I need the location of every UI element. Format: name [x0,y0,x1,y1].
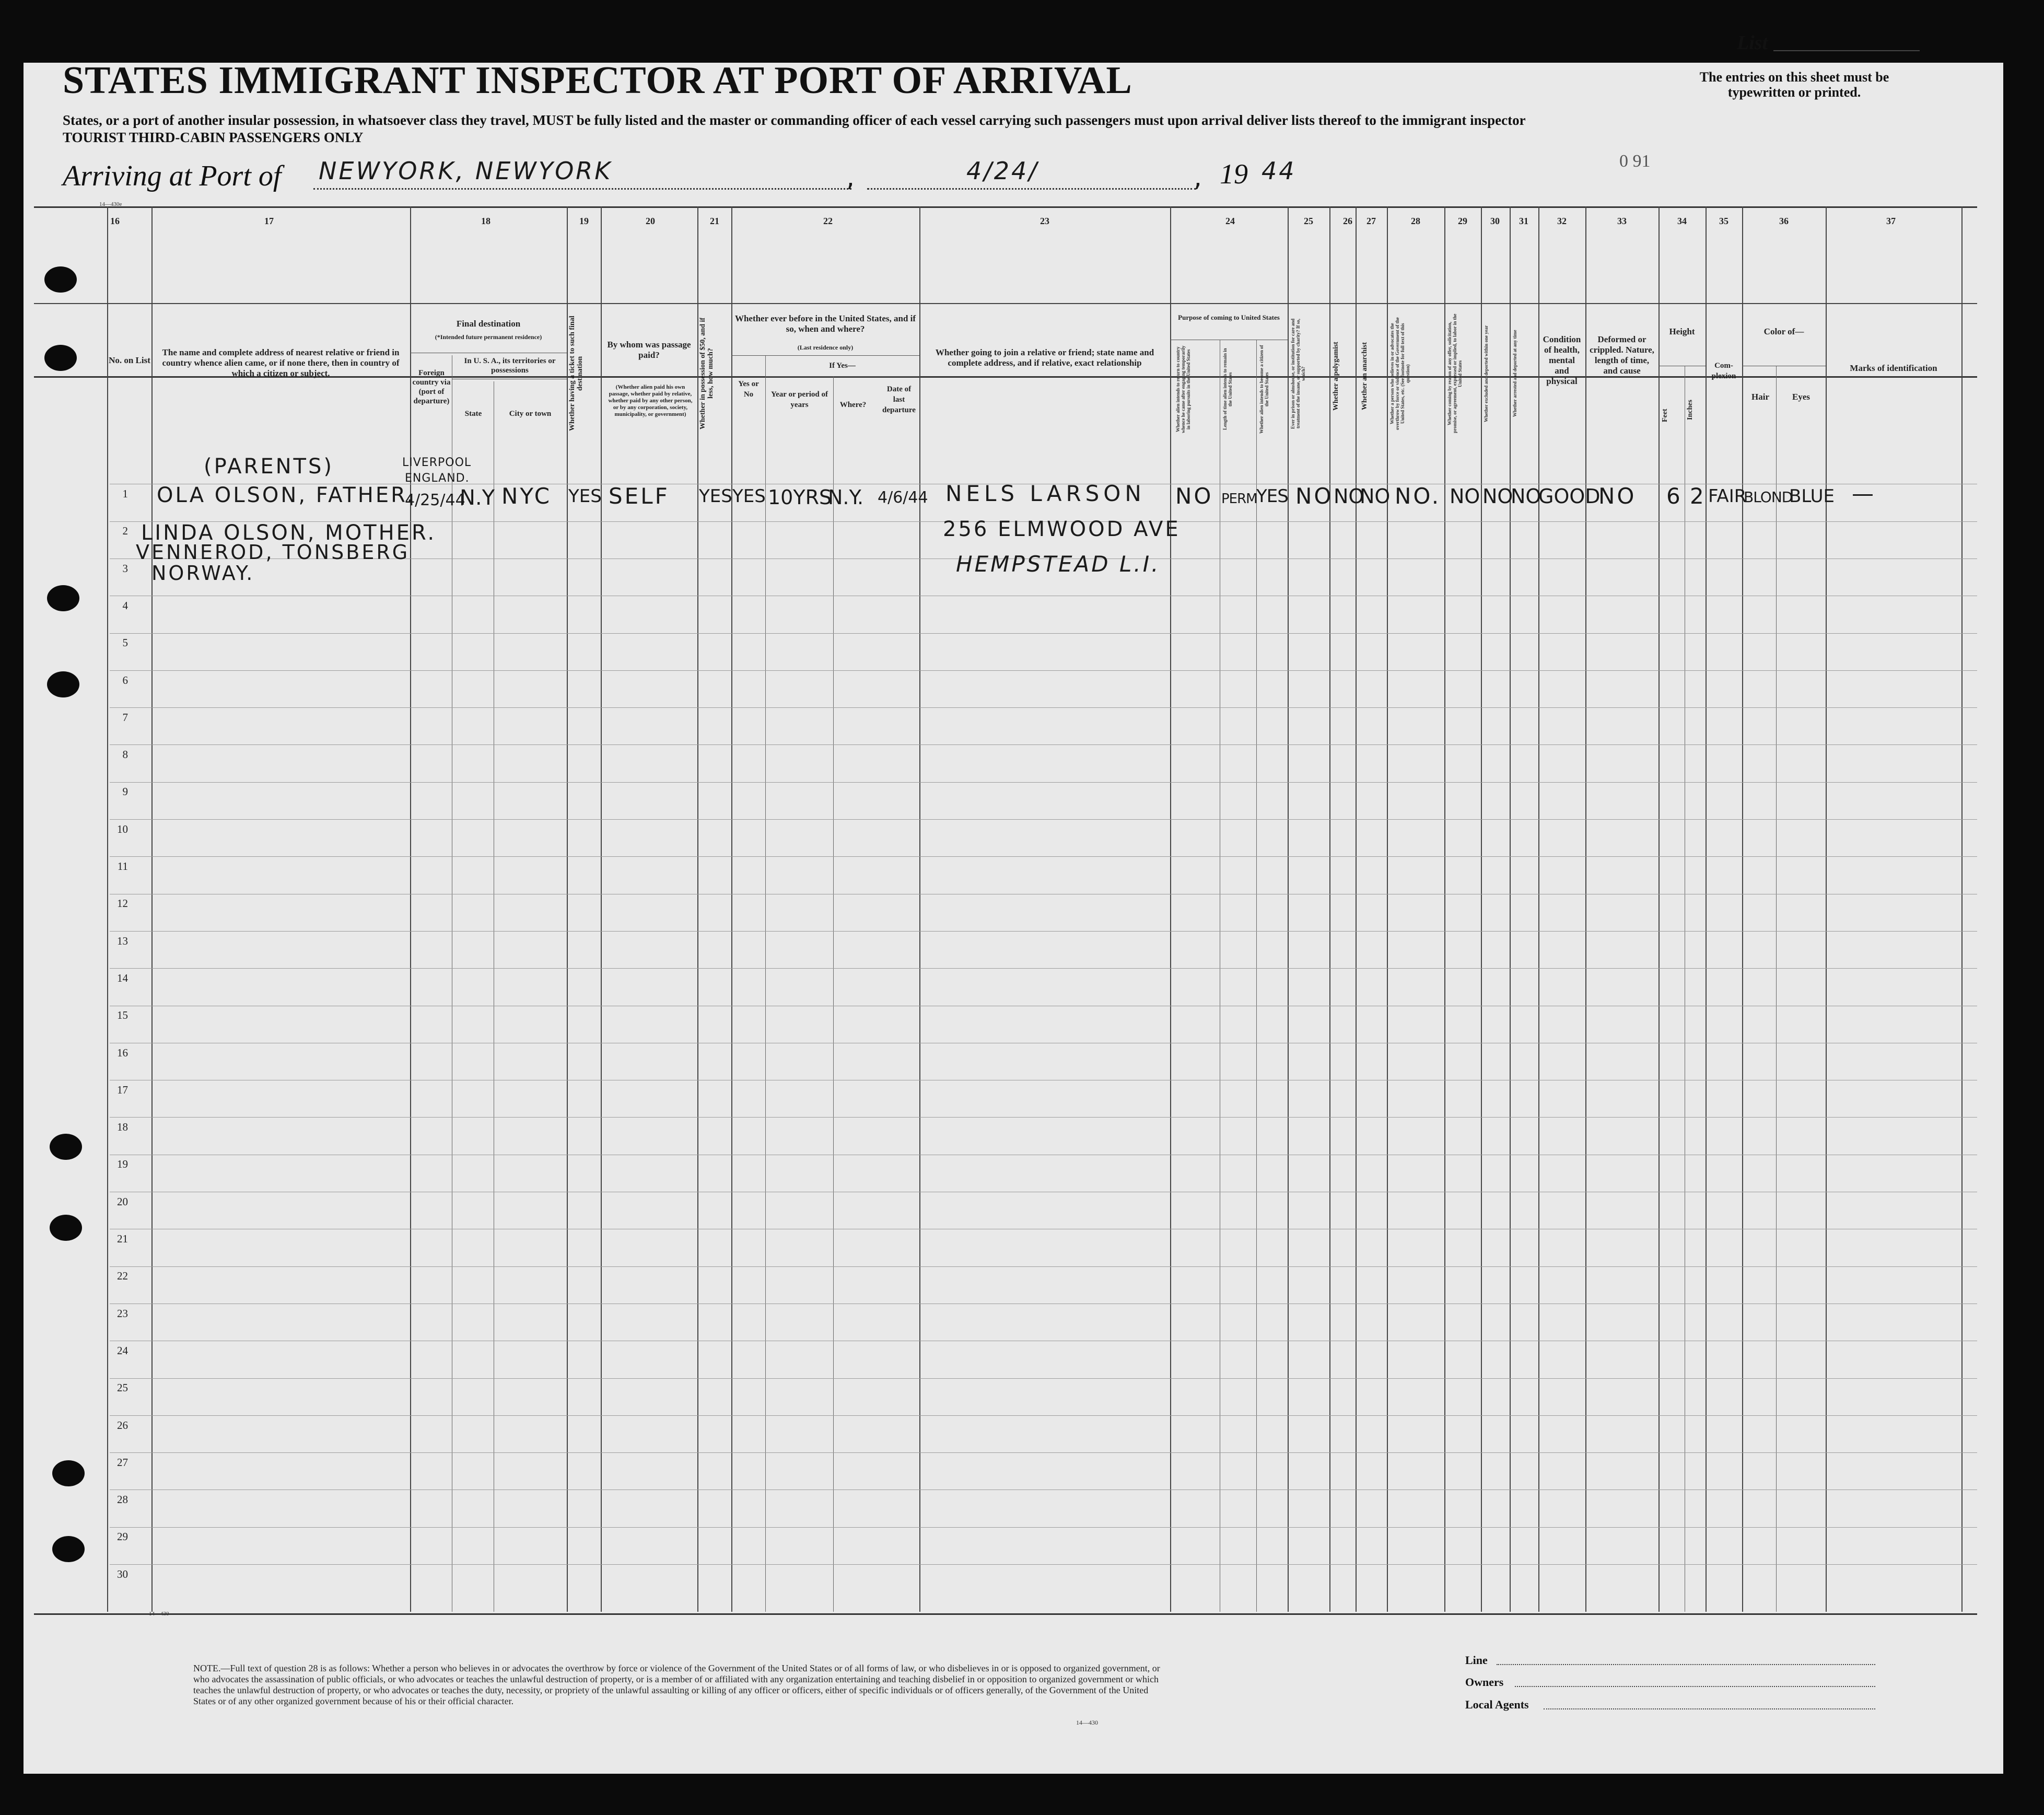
heading-date-departure: Date of last departure [882,385,916,414]
heading-ever-before: Whether ever before in the United States, and if so, when and where? [734,313,916,334]
local-agents-field [1544,1708,1875,1709]
entry-height-inches: 2 [1690,483,1706,509]
entry-hair: BLOND [1744,488,1793,506]
row-number: 26 [117,1418,128,1432]
column-number: 37 [1886,216,1896,226]
heading-ticket: Whether having a ticket to such final destination [568,316,584,432]
heading-purpose-a: Whether alien intends to return to country whence he came after engaging temporarily in laboring pursuits in the United States [1175,345,1191,433]
subheader-divider [731,355,919,356]
owners-field [1515,1686,1875,1687]
entry-polygamist: NO [1334,485,1364,508]
row-number: 20 [117,1195,128,1208]
column-divider [1961,206,1963,1612]
heading-join-relative: Whether going to join a relative or friend; state name and complete address, and if relative, exact relationship [935,347,1154,368]
column-divider [919,206,920,1612]
row-number: 27 [117,1456,128,1469]
heading-hair: Hair [1751,392,1769,402]
entry-q28: NO. [1395,483,1441,509]
heading-purpose-c: Whether alien intends to become a citizen of the United States [1259,345,1269,434]
entry-q30: NO [1482,485,1513,508]
entry-name-line3: VENNEROD, TONSBERG [136,541,410,564]
date-line [867,188,1196,190]
heading-in-usa: In U. S. A., its territories or possessions [464,357,556,375]
row-number: 13 [117,934,128,947]
column-divider [1538,206,1539,1612]
column-divider [567,206,568,1612]
entry-name-line4: NORWAY. [151,562,255,585]
column-number: 20 [646,216,655,226]
row-line [110,968,1977,969]
column-divider [1706,206,1707,1612]
row-number: 29 [117,1530,128,1543]
arrival-date: 4/24/ [966,157,1039,185]
entry-possession: YES [699,486,732,507]
column-number: 16 [110,216,120,226]
column-number: 35 [1719,216,1728,226]
entry-q29: NO [1450,485,1480,508]
entry-ever-before: YES [732,486,766,507]
column-divider [1776,366,1777,1612]
entry-complexion: FAIR [1708,486,1747,507]
row-number: 1 [122,487,128,500]
row-line [110,856,1977,857]
column-number: 29 [1458,216,1467,226]
row-number: 30 [117,1567,128,1580]
entry-prison: NO [1295,483,1334,509]
row-line [110,1266,1977,1267]
port-line [313,188,851,190]
heading-feet: Feet [1661,409,1669,422]
entry-join-city: HEMPSTEAD L.I. [956,551,1161,577]
row-number: 11 [117,860,128,872]
column-divider [1356,206,1357,1612]
column-divider [1658,206,1660,1612]
column-number: 32 [1557,216,1567,226]
row-line [110,1415,1977,1416]
column-divider [1170,206,1171,1612]
entries-note: The entries on this sheet must be typewritten or printed. [1699,69,1889,100]
entry-purpose-c: YES [1256,486,1288,507]
row-number: 28 [117,1493,128,1506]
heading-name-address: The name and complete address of nearest relative or friend in country whence alien came, or if none there, then in country of which a citizen or subject. [162,347,400,378]
row-number: 12 [117,897,128,910]
entry-foreign-port: LIVERPOOL [402,456,472,469]
footnote-q28: NOTE.—Full text of question 28 is as follows: Whether a person who believes in or advocates the overthrow by force or violence of the Government of the United States or of all forms of law, or who disbelieves in or is opposed to organized government, or who advocates the assassination of public officials, or who advocates or teaches the unlawful destruction of property, or is a member of or affiliated with any organization entertaining and teaching disbelief in or opposition to organized government or which teaches the unlawful destruction of property, or who advocates or teaches the duty, necessity, or propriety of the unlawful assaulting or killing of any officer or officers, either of specific individuals or of officers generally, of the Government of the United States or of any other organized government because of his or their official character. [193,1663,1160,1706]
heading-by-whom: By whom was passage paid? [607,340,691,360]
column-divider [1510,206,1511,1612]
row-number: 22 [117,1270,128,1283]
form-id: 14—430 [149,1611,169,1617]
heading-condition: Condition of health, mental and physical [1543,334,1581,386]
column-number: 34 [1677,216,1687,226]
column-divider [1585,206,1586,1612]
column-number-divider [34,303,1977,304]
entry-eyes: BLUE [1789,486,1835,507]
heading-complexion: Com-plexion [1711,362,1736,380]
row-line [110,1452,1977,1453]
entry-marks: — [1852,481,1876,506]
entry-ticket: YES [568,486,602,507]
column-divider [1444,206,1445,1612]
heading-final-destination: Final destination [456,319,521,329]
form-id: 14—430e [99,201,122,207]
row-line [110,1527,1977,1528]
column-divider [833,376,834,1612]
entry-foreign-country: ENGLAND. [405,472,470,485]
entry-join-name: NELS LARSON [945,481,1146,506]
column-number: 36 [1779,216,1789,226]
heading-q28: Whether a person who believes in or advocates the overthrow by force or violence of the Government of the United States, etc. (See footnote for full text of this question) [1389,317,1410,430]
heading-inches: Inches [1686,400,1694,421]
entry-anarchist: NO [1360,485,1391,508]
heading-deformed: Deformed or crippled. Nature, length of time, and cause [1590,334,1654,376]
row-number: 24 [117,1344,128,1357]
heading-purpose: Purpose of coming to United States [1178,313,1280,321]
heading-last-residence: (Last residence only) [797,344,854,351]
row-line [110,1117,1977,1118]
row-line [110,931,1977,932]
column-divider [697,206,698,1612]
row-number: 3 [122,562,128,575]
row-number: 2 [122,525,128,538]
column-number: 19 [579,216,589,226]
row-number: 10 [117,822,128,835]
port-of-arrival: NEWYORK, NEWYORK [319,157,613,185]
line-label: Line [1465,1654,1488,1667]
column-number: 18 [481,216,490,226]
entry-purpose-b: PERM [1221,491,1257,507]
entry-parents-note: (PARENTS) [204,455,334,479]
heading-if-yes: If Yes— [829,362,856,370]
heading-state: State [464,410,482,418]
entry-city: NYC [501,483,552,509]
comma-separator: , [1194,162,1204,192]
entry-deformed: NO [1598,483,1637,509]
column-divider [1387,206,1388,1612]
entry-last-departure: 4/6/44 [878,488,928,507]
entry-where: N.Y. [828,486,864,509]
page-stamp: 0 91 [1619,152,1651,171]
manifest-table [34,206,1977,1615]
column-divider [151,206,153,1612]
column-number: 24 [1225,216,1235,226]
column-divider [765,355,766,1612]
column-divider [410,206,411,1612]
column-divider [1329,206,1330,1612]
entry-state: N.Y [460,486,495,510]
column-number: 31 [1519,216,1528,226]
entry-join-address: 256 ELMWOOD AVE [943,517,1181,541]
heading-color-of: Color of— [1763,327,1804,336]
heading-where: Where? [839,401,867,409]
heading-no-on-list: No. on List [109,355,150,365]
row-number: 8 [122,748,128,761]
row-number: 21 [117,1232,128,1245]
row-number: 5 [122,636,128,649]
heading-q29: Whether coming by reason of any offer, solicitation, promise, or agreement, expressed or implied, to labor in the United States [1447,313,1463,434]
heading-marks: Marks of identification [1850,363,1937,373]
heading-q30: Whether excluded and deported within one year [1484,325,1489,422]
year-suffix: 44 [1262,157,1297,185]
row-number: 17 [117,1083,128,1096]
heading-by-whom-note: (Whether alien paid his own passage, whether paid by relative, whether paid by any other person, or by any corporation, society, municipality, or government) [608,384,693,417]
column-number: 26 [1343,216,1352,226]
column-number: 22 [823,216,833,226]
column-divider [1256,340,1257,1612]
column-divider [1826,206,1827,1612]
row-number: 7 [122,711,128,724]
entry-name-line1: OLA OLSON, FATHER. [157,483,416,507]
row-number: 6 [122,673,128,687]
row-line [110,670,1977,671]
row-number: 14 [117,971,128,984]
column-number: 23 [1040,216,1049,226]
list-number-line [1773,50,1920,51]
row-number: 16 [117,1046,128,1059]
row-line [110,819,1977,820]
entry-height-feet: 6 [1666,483,1683,509]
heading-foreign-country: Foreign country via (port of departure) [412,369,451,405]
column-divider [601,206,602,1612]
row-line [110,744,1977,745]
subheader-divider [765,376,919,377]
owners-label: Owners [1465,1676,1504,1689]
line-field [1497,1664,1875,1665]
row-number: 9 [122,785,128,798]
list-label: List [1737,32,1768,54]
heading-purpose-b: Length of time alien intends to remain in the United States [1222,348,1233,431]
row-line [110,782,1977,783]
heading-city: City or town [509,410,552,418]
heading-prison: Ever in prison or almshouse, or institution for care and treatment of the insane, or supported by charity? If so, which? [1290,318,1306,429]
column-divider [1481,206,1482,1612]
row-line [110,1564,1977,1565]
column-divider [1742,206,1743,1612]
form-id: 14—430 [1076,1719,1098,1726]
row-number: 4 [122,599,128,612]
column-number: 25 [1304,216,1313,226]
row-number: 23 [117,1307,128,1320]
entry-purpose-a: NO [1175,483,1213,509]
instructions-text: States, or a port of another insular possession, in whatsoever class they travel, MUST be fully listed and the master or commanding officer of each vessel carrying such passengers must upon arrival deliver lists thereof to the immigrant inspector [63,112,1526,128]
row-number: 18 [117,1121,128,1134]
entry-name-line2: LINDA OLSON, MOTHER. [141,521,437,545]
row-line [110,1378,1977,1379]
heading-anarchist: Whether an anarchist [1361,342,1369,411]
heading-q31: Whether arrested and deported at any time [1512,330,1517,417]
column-number: 27 [1366,216,1376,226]
comma-separator: , [846,162,857,192]
heading-polygamist: Whether a polygamist [1332,342,1340,411]
column-number: 17 [264,216,274,226]
heading-final-destination-note: (*Intended future permanent residence) [435,333,542,341]
entry-health: GOOD [1538,485,1601,508]
heading-eyes: Eyes [1792,392,1810,402]
arriving-label: Arriving at Port of [63,160,282,192]
row-number: 19 [117,1158,128,1171]
page-title: STATES IMMIGRANT INSPECTOR AT PORT OF ARRIVAL [63,59,1132,102]
column-number: 21 [710,216,719,226]
column-number: 33 [1617,216,1627,226]
column-divider [731,206,732,1612]
row-number: 15 [117,1009,128,1022]
passenger-class-text: TOURIST THIRD-CABIN PASSENGERS ONLY [63,130,364,145]
entry-paid-by: SELF [609,483,670,509]
heading-possession-50: Whether in possession of $50, and if less, how much? [699,317,715,430]
year-prefix: 19 [1220,158,1248,190]
column-divider [1288,206,1289,1612]
row-line [110,633,1977,634]
row-number: 25 [117,1381,128,1394]
entry-q31: NO [1511,485,1541,508]
column-number: 28 [1411,216,1420,226]
column-number: 30 [1490,216,1500,226]
entry-departure-date: 4/25/44 [405,491,465,509]
entry-years: 10YRS [768,486,832,509]
local-agents-label: Local Agents [1465,1698,1529,1711]
heading-height: Height [1669,327,1695,336]
heading-yes-or-no: Yes or No [738,380,759,399]
row-line [110,707,1977,708]
heading-year-period: Year or period of years [770,390,828,409]
